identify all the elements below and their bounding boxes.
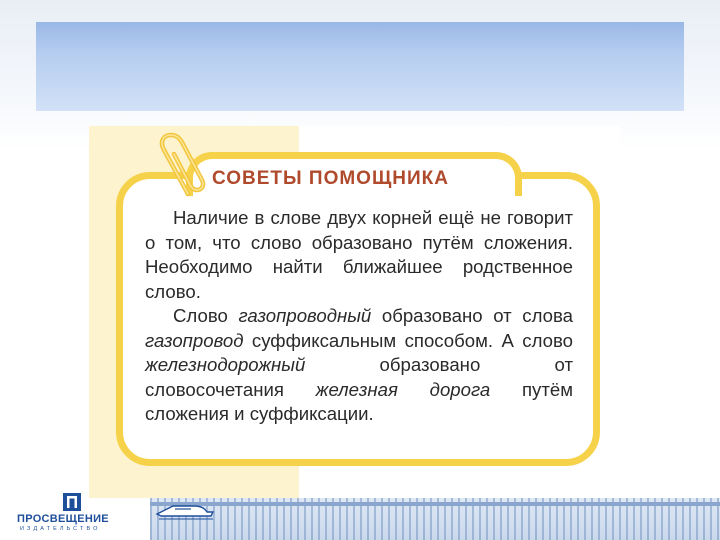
- publisher-name: ПРОСВЕЩЕНИЕ: [17, 513, 109, 525]
- footer-line: [150, 502, 720, 506]
- example-word: железнодорожный: [145, 354, 306, 375]
- publisher-logo-icon: [62, 492, 82, 512]
- publisher-subtitle: ИЗДАТЕЛЬСТВО: [20, 526, 101, 532]
- tip-text: [145, 206, 573, 427]
- paperclip-icon: [150, 132, 210, 198]
- train-icon: [155, 500, 215, 522]
- text-run: суффиксальным способом. А слово: [243, 329, 573, 351]
- text-run: образовано от слова: [371, 305, 573, 326]
- tip-paragraph-2: [145, 304, 573, 427]
- example-phrase: железная дорога: [315, 378, 491, 400]
- tip-paragraph-1: Наличие в слове двух корней ещё не говорит о том, что слово образовано путём сложения. Необходимо найти ближайшее родственное слово.: [145, 207, 573, 302]
- tip-title: СОВЕТЫ ПОМОЩНИКА: [212, 168, 450, 189]
- text-run: Слово: [173, 305, 239, 326]
- title-band: [36, 22, 684, 111]
- text-run: путём сложения и суффиксации.: [145, 378, 573, 424]
- text-run: образовано от словосочетания: [145, 354, 573, 400]
- example-word: газопровод: [145, 329, 244, 351]
- example-word: газопроводный: [238, 305, 372, 326]
